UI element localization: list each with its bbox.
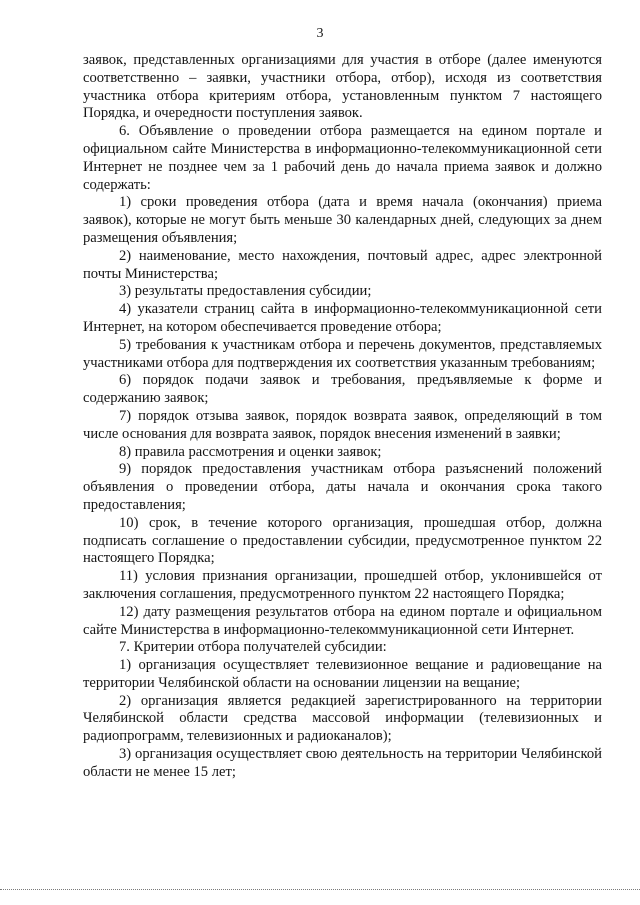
list-item-6-4: 4) указатели страниц сайта в информационно-телекоммуникационной сети Интернет, на котором обеспечивается проведение отбора; — [83, 301, 602, 335]
list-item-7-1: 1) организация осуществляет телевизионное вещание и радиовещание на территории Челябинской области на основании лицензии на вещание; — [83, 657, 602, 691]
paragraph-item-6: 6. Объявление о проведении отбора размещается на едином портале и официальном сайте Министерства в информационно-телекоммуникационной сети Интернет не позднее чем за 1 рабочий день до начала приема заявок и должно содержать: — [83, 123, 602, 193]
list-item-6-3: 3) результаты предоставления субсидии; — [119, 283, 372, 300]
list-item-6-9: 9) порядок предоставления участникам отбора разъяснений положений объявления о проведении отбора, даты начала и окончания срока такого предоставления; — [83, 461, 602, 513]
list-item-6-12: 12) дату размещения результатов отбора на едином портале и официальном сайте Министерства в информационно-телекоммуникационной сети Интернет. — [83, 603, 602, 638]
list-item-6-7: 7) порядок отзыва заявок, порядок возврата заявок, определяющий в том числе основания для возврата заявок, порядок внесения изменений в заявки; — [83, 407, 602, 442]
paragraph-item-7: 7. Критерии отбора получателей субсидии: — [119, 639, 387, 656]
list-item-6-5: 5) требования к участникам отбора и перечень документов, представляемых участниками отбора для подтверждения их соответствия указанным требованиям; — [83, 336, 602, 371]
list-item-6-6: 6) порядок подачи заявок и требования, предъявляемые к форме и содержанию заявок; — [83, 372, 602, 407]
list-item-6-10: 10) срок, в течение которого организация, прошедшая отбор, должна подписать соглашение о предоставлении субсидии, предусмотренное пунктом 22 настоящего Порядка; — [83, 514, 602, 567]
list-item-7-2: 2) организация является редакцией зарегистрированного на территории Челябинской области средства массовой информации (телевизионных и радиопрограмм, телевизионных и радиоканалов); — [83, 692, 602, 745]
page-number: 3 — [316, 26, 324, 41]
list-item-6-11: 11) условия признания организации, прошедшей отбор, уклонившейся от заключения соглашения, предусмотренного пунктом 22 настоящего Порядка; — [83, 568, 602, 602]
footer-divider — [0, 889, 640, 890]
list-item-6-2: 2) наименование, место нахождения, почтовый адрес, адрес электронной почты Министерства; — [83, 247, 602, 282]
list-item-6-8: 8) правила рассмотрения и оценки заявок; — [119, 443, 382, 460]
document-body — [83, 52, 602, 782]
list-item-6-1: 1) сроки проведения отбора (дата и время начала (окончания) приема заявок), которые не могут быть меньше 30 календарных дней, следующих за днем размещения объявления; — [83, 194, 602, 246]
paragraph-continuation: заявок, представленных организациями для участия в отборе (далее именуются соответственно – заявки, участники отбора, отбор), исходя из соответствия участника отбора критериям отбора, установленным пунктом 7 настоящего Порядка, и очередности поступления заявок. — [83, 52, 602, 122]
list-item-7-3: 3) организация осуществляет свою деятельность на территории Челябинской области не менее 15 лет; — [83, 746, 602, 780]
